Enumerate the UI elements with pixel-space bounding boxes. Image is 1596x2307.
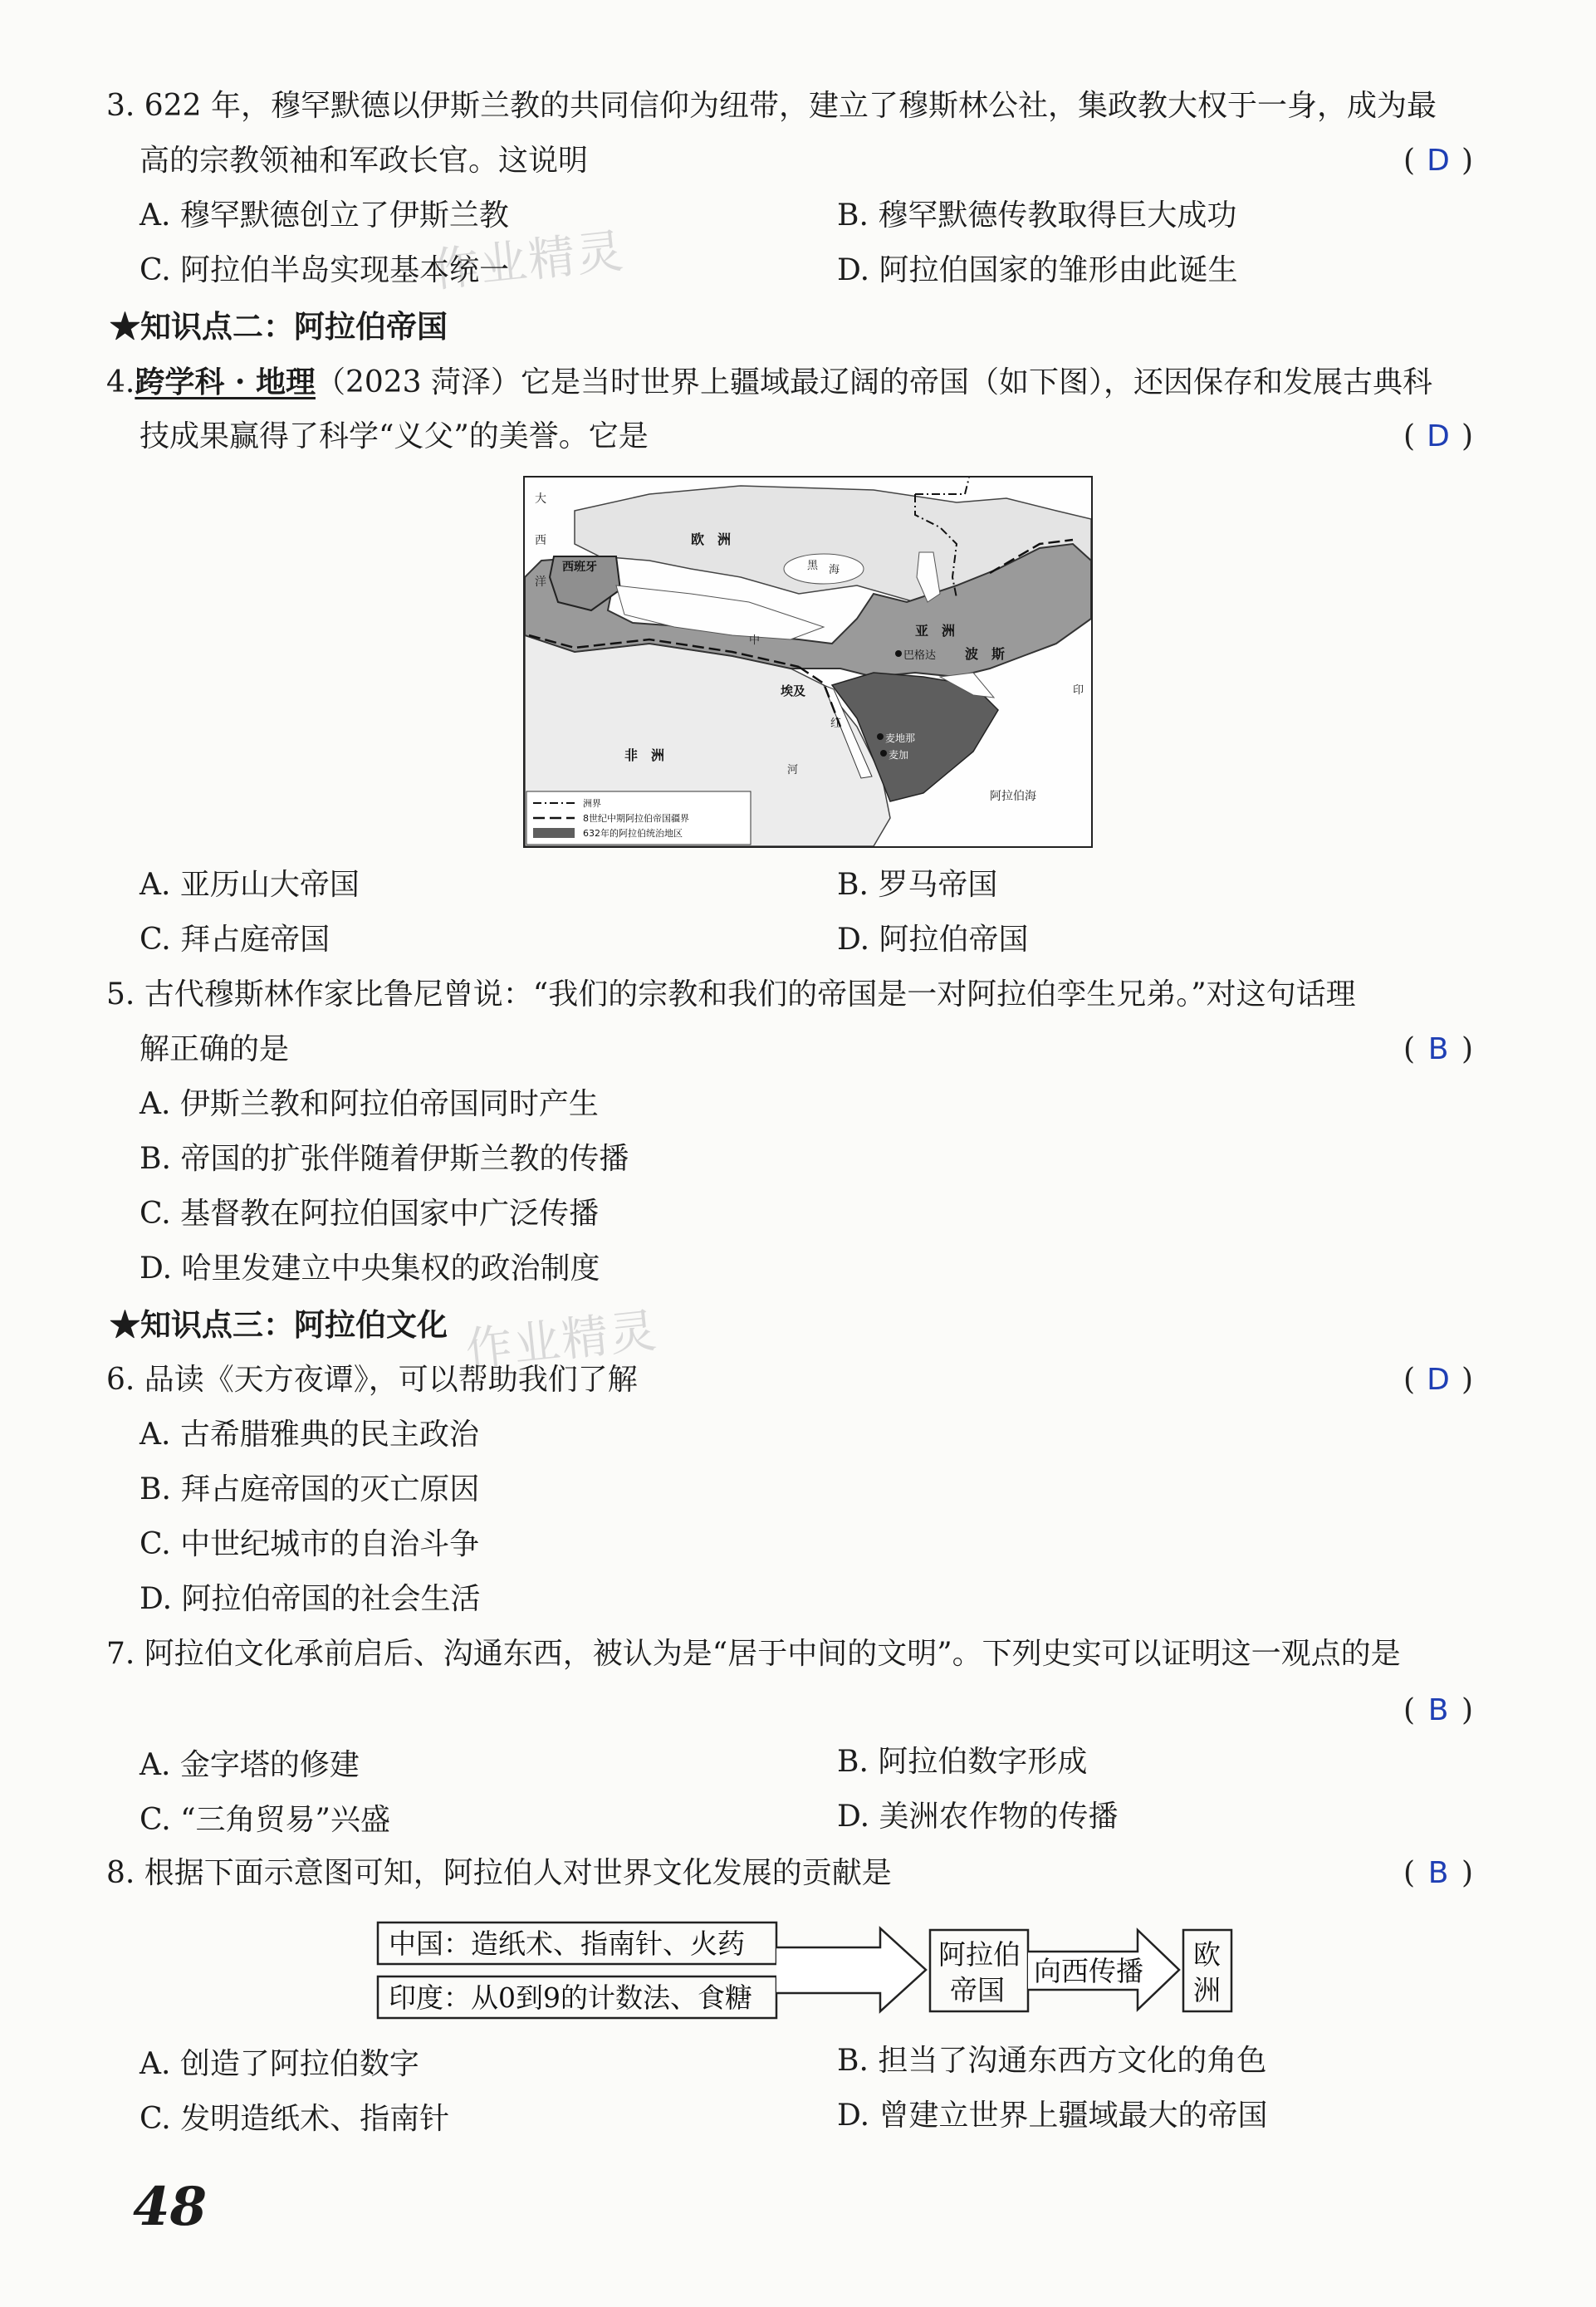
q5-answer: ( B ) xyxy=(1403,1032,1474,1066)
q3-option-c: C. 阿拉伯半岛实现基本统一 xyxy=(140,253,510,287)
q6-option-a: A. 古希腊雅典的民主政治 xyxy=(140,1418,479,1452)
map-label-asia: 亚 洲 xyxy=(915,623,956,639)
map-label-hai: 海 xyxy=(829,564,840,576)
q3-stem-line2: 高的宗教领袖和军政长官。这说明 xyxy=(140,144,589,178)
q3-option-d: D. 阿拉伯国家的雏形由此诞生 xyxy=(837,253,1238,287)
map-label-yin: 印 xyxy=(1073,684,1084,697)
arab-empire-map xyxy=(523,476,1093,848)
q8-answer: ( B ) xyxy=(1403,1856,1474,1890)
q8-option-d: D. 曾建立世界上疆域最大的帝国 xyxy=(837,2099,1268,2133)
q7-option-b: B. 阿拉伯数字形成 xyxy=(837,1745,1088,1779)
map-label-zhong: 中 xyxy=(749,634,761,647)
map-label-he: 河 xyxy=(787,764,799,776)
q4-option-d: D. 阿拉伯帝国 xyxy=(837,923,1029,957)
diagram-europe-line2: 洲 xyxy=(1193,1974,1221,2006)
q4-option-a: A. 亚历山大帝国 xyxy=(140,868,360,902)
q4-option-c: C. 拜占庭帝国 xyxy=(140,923,330,957)
map-legend xyxy=(526,791,751,845)
q7-option-c: C. “三角贸易”兴盛 xyxy=(140,1803,390,1837)
q6-stem: 6. 品读《天方夜谭》，可以帮助我们了解 xyxy=(106,1363,638,1397)
q3-stem-line1: 3. 622 年，穆罕默德以伊斯兰教的共同信仰为纽带，建立了穆斯林公社，集政教大权于一身，成为最 xyxy=(106,89,1437,123)
q4-number: 4. xyxy=(106,365,135,399)
section-heading-arab-culture: ★知识点三：阿拉伯文化 xyxy=(110,1306,448,1343)
map-label-hong: 红 xyxy=(830,718,842,730)
section-heading-arab-empire: ★知识点二：阿拉伯帝国 xyxy=(110,308,448,345)
q5-option-b: B. 帝国的扩张伴随着伊斯兰教的传播 xyxy=(140,1142,629,1176)
watermark: 作业精灵 xyxy=(463,1304,661,1378)
watermark: 作业精灵 xyxy=(429,224,628,298)
q8-option-b: B. 担当了沟通东西方文化的角色 xyxy=(837,2044,1267,2078)
q3-answer: ( D ) xyxy=(1403,144,1474,178)
q5-option-c: C. 基督教在阿拉伯国家中广泛传播 xyxy=(140,1197,600,1231)
q7-stem: 7. 阿拉伯文化承前启后、沟通东西，被认为是“居于中间的文明”。下列史实可以证明这一观点的是 xyxy=(106,1637,1401,1671)
q7-option-d: D. 美洲农作物的传播 xyxy=(837,1800,1119,1834)
map-label-xi: 西 xyxy=(535,534,546,547)
diagram-china-box: 中国：造纸术、指南针、火药 xyxy=(389,1927,745,1960)
q6-option-d: D. 阿拉伯帝国的社会生活 xyxy=(140,1582,481,1616)
q6-option-c: C. 中世纪城市的自治斗争 xyxy=(140,1527,480,1561)
q4-stem-text: （2023 菏泽）它是当时世界上疆域最辽阔的帝国（如下图），还因保存和发展古典科 xyxy=(315,365,1433,399)
q4-stem-line2: 技成果赢得了科学“义父”的美誉。它是 xyxy=(140,419,649,453)
q3-option-a: A. 穆罕默德创立了伊斯兰教 xyxy=(140,198,509,233)
q5-stem-line2: 解正确的是 xyxy=(140,1032,290,1066)
diagram-spread-west: 向西传播 xyxy=(1034,1955,1143,1987)
diagram-arab-line1: 阿拉伯 xyxy=(938,1938,1021,1971)
map-label-arabian-sea: 阿拉伯海 xyxy=(990,790,1036,803)
q8-option-c: C. 发明造纸术、指南针 xyxy=(140,2102,450,2136)
legend-empire-border: 8世纪中期阿拉伯帝国疆界 xyxy=(583,813,689,824)
q7-option-a: A. 金字塔的修建 xyxy=(140,1748,360,1782)
diagram-india-box: 印度：从0到9的计数法、食糖 xyxy=(389,1981,752,2014)
q3-option-b: B. 穆罕默德传教取得巨大成功 xyxy=(837,198,1237,233)
map-label-hei: 黑 xyxy=(807,560,819,572)
map-label-mecca: 麦加 xyxy=(889,749,909,761)
map-label-spain: 西班牙 xyxy=(562,561,597,574)
map-label-egypt: 埃及 xyxy=(781,683,806,698)
q5-option-d: D. 哈里发建立中央集权的政治制度 xyxy=(140,1251,600,1286)
q7-answer: ( B ) xyxy=(1403,1693,1474,1727)
q4-stem-line1 xyxy=(106,362,1432,403)
legend-continent-border: 洲界 xyxy=(583,798,601,809)
diagram-europe-line1: 欧 xyxy=(1193,1938,1221,1971)
diagram-arab-line2: 帝国 xyxy=(950,1974,1005,2006)
map-label-africa: 非 洲 xyxy=(624,747,665,763)
q8-flow-diagram xyxy=(374,1918,1246,2026)
q6-answer: ( D ) xyxy=(1403,1363,1474,1397)
legend-632-region: 632年的阿拉伯统治地区 xyxy=(583,828,683,839)
page-number: 48 xyxy=(133,2176,208,2238)
q8-option-a: A. 创造了阿拉伯数字 xyxy=(140,2047,419,2081)
q6-option-b: B. 拜占庭帝国的灭亡原因 xyxy=(140,1472,480,1506)
q8-stem: 8. 根据下面示意图可知，阿拉伯人对世界文化发展的贡献是 xyxy=(106,1856,892,1890)
map-label-da: 大 xyxy=(535,492,546,506)
q4-option-b: B. 罗马帝国 xyxy=(837,868,998,902)
q4-answer: ( D ) xyxy=(1403,419,1474,453)
q5-stem-line1: 5. 古代穆斯林作家比鲁尼曾说：“我们的宗教和我们的帝国是一对阿拉伯孪生兄弟。”对这句话理 xyxy=(106,977,1356,1011)
map-label-europe: 欧 洲 xyxy=(691,531,732,547)
map-label-persia: 波 斯 xyxy=(965,646,1006,662)
map-label-medina: 麦地那 xyxy=(885,732,916,744)
map-label-yang: 洋 xyxy=(535,576,546,589)
q5-option-a: A. 伊斯兰教和阿拉伯帝国同时产生 xyxy=(140,1087,599,1121)
map-label-baghdad: 巴格达 xyxy=(903,649,937,662)
q4-tag: 跨学科 · 地理 xyxy=(135,365,316,399)
